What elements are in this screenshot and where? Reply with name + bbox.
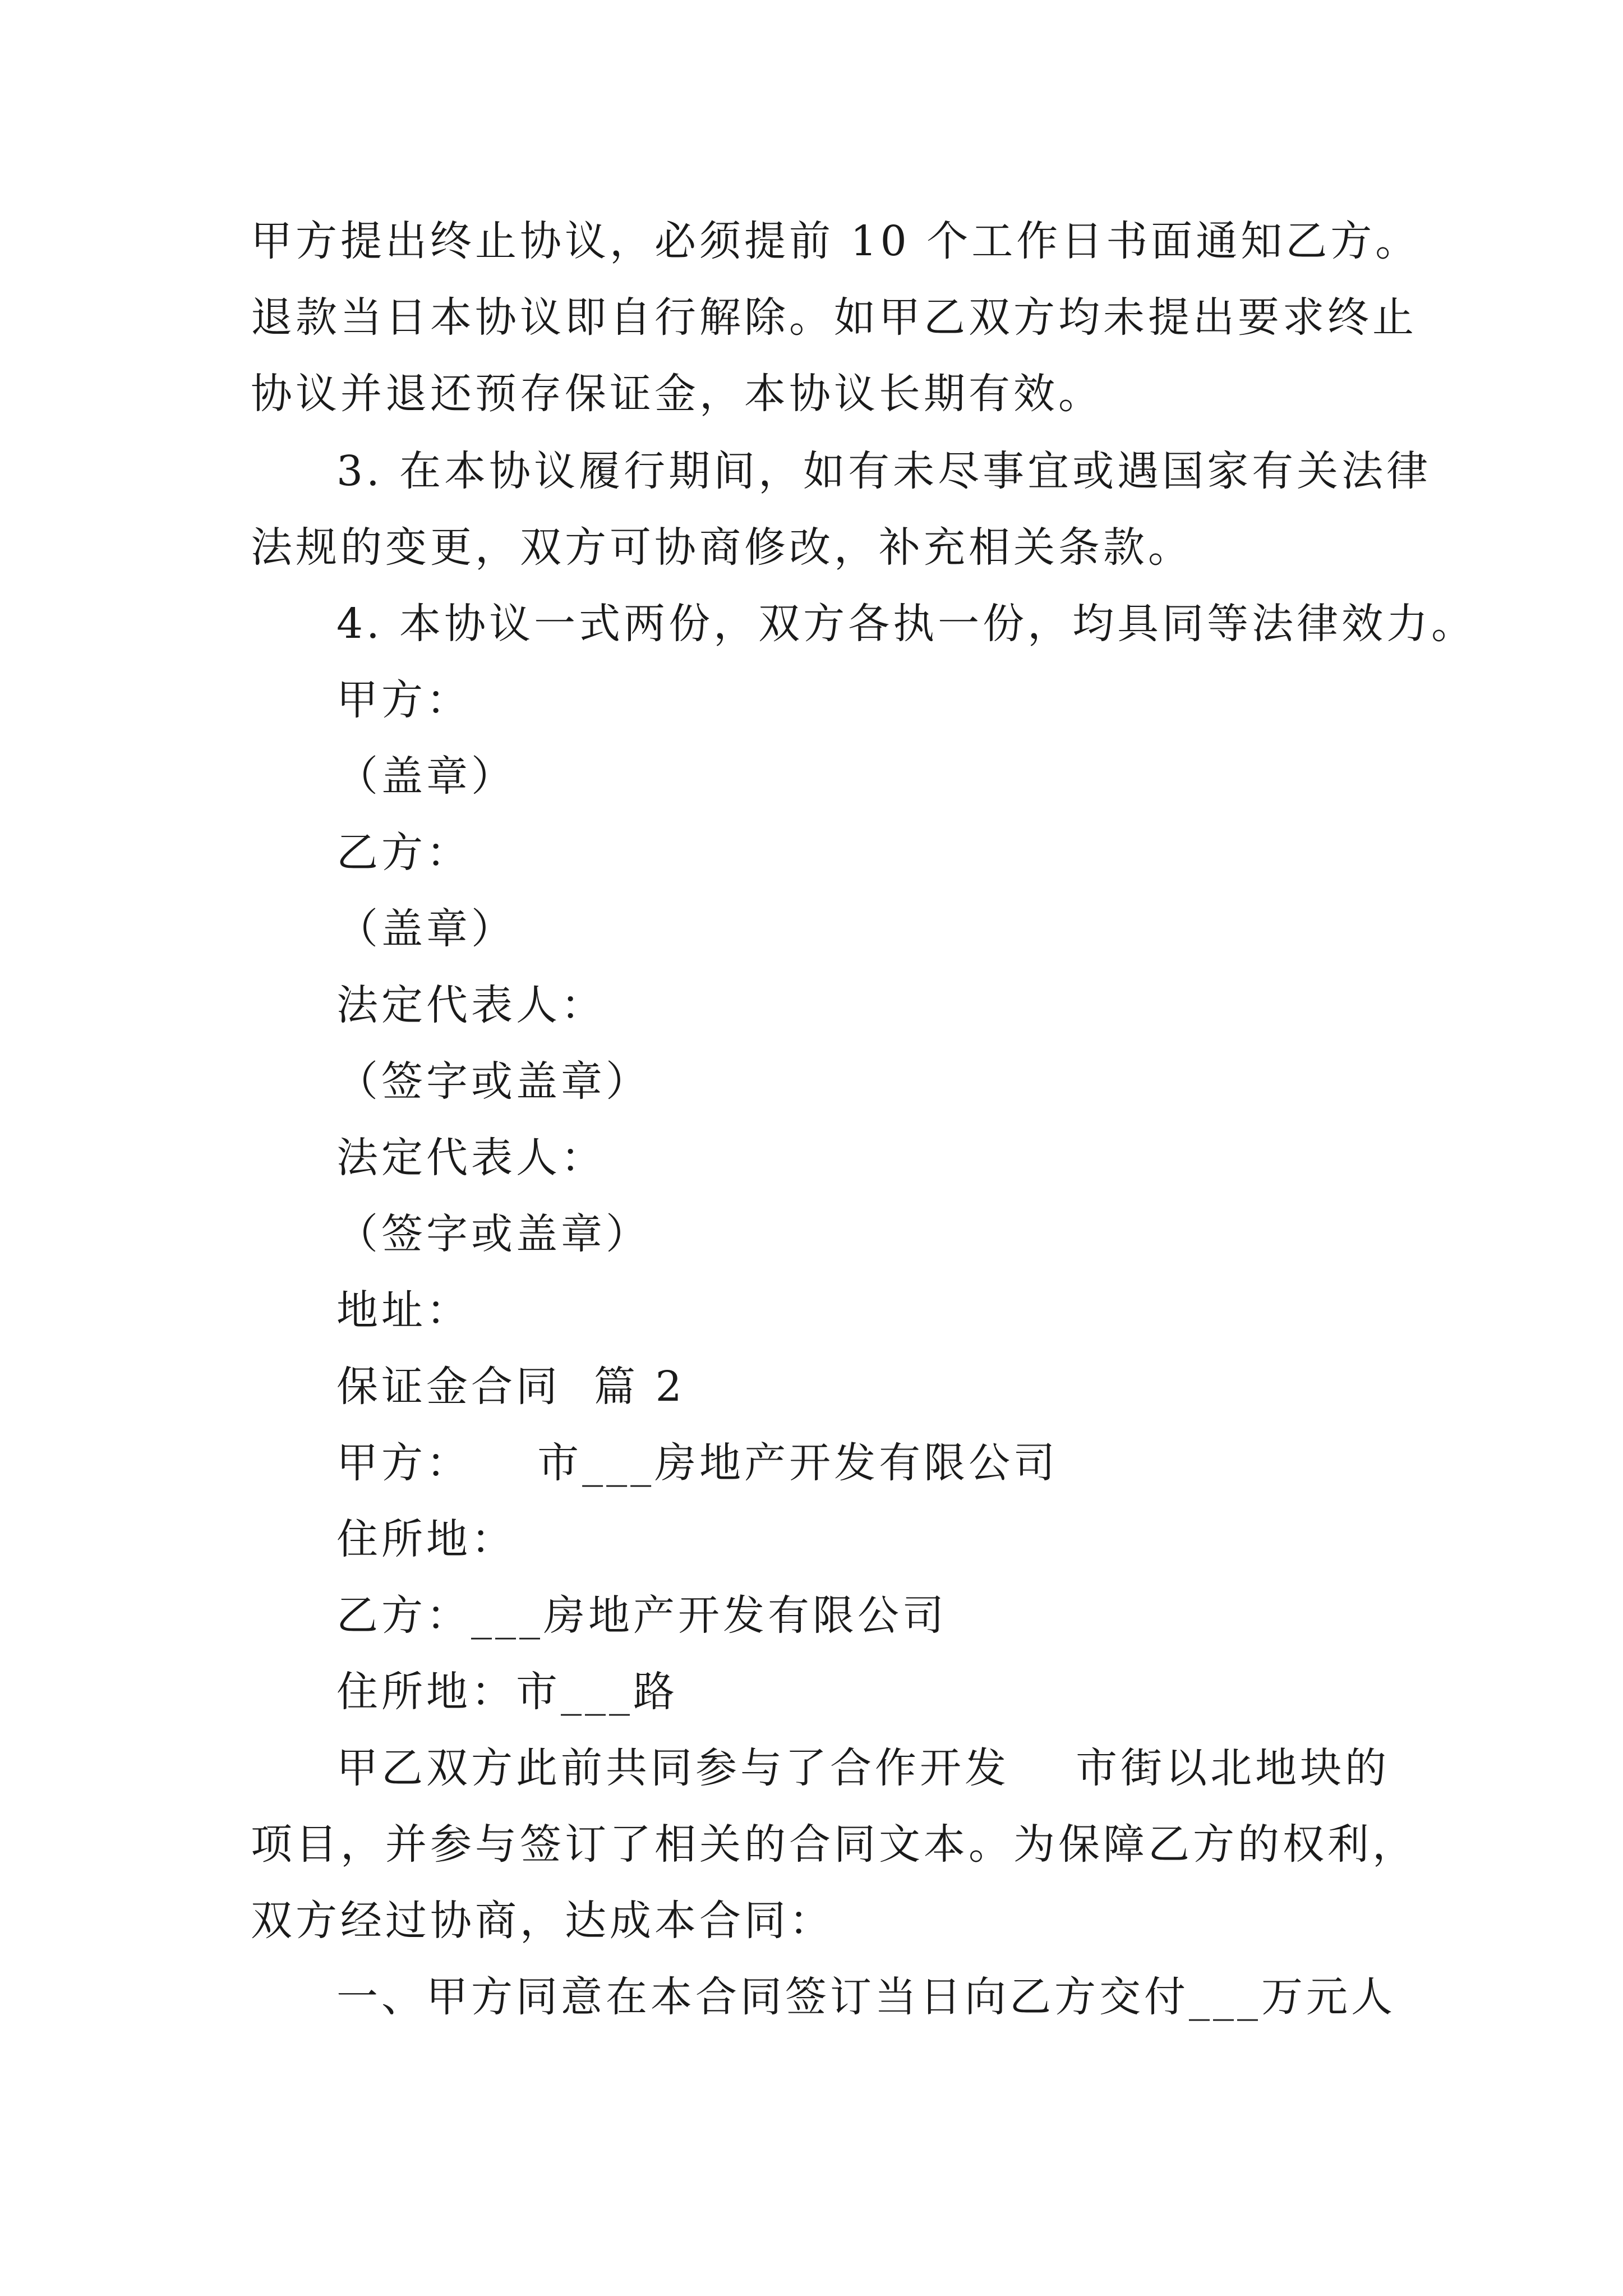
text-line: 4. 本协议一式两份，双方各执一份，均具同等法律效力。: [336, 600, 1477, 648]
signature-note: （盖章）: [336, 905, 516, 953]
section-heading: 保证金合同 篇 2: [336, 1363, 685, 1411]
party-b-address: 住所地：市___路: [336, 1668, 678, 1716]
party-a-address: 住所地：: [336, 1515, 516, 1563]
text-line: 一、甲方同意在本合同签订当日向乙方交付___万元人: [336, 1973, 1396, 2021]
signature-label: 法定代表人：: [336, 1134, 606, 1182]
text-line: 协议并退还预存保证金，本协议长期有效。: [251, 370, 1103, 418]
party-a-line: 甲方： 市___房地产开发有限公司: [336, 1439, 1059, 1487]
text-line: 退款当日本协议即自行解除。如甲乙双方均未提出要求终止: [251, 293, 1417, 342]
signature-label: 乙方：: [336, 829, 471, 877]
text-line: 法规的变更，双方可协商修改，补充相关条款。: [251, 523, 1193, 572]
text-line: 项目，并参与签订了相关的合同文本。为保障乙方的权利，: [251, 1820, 1417, 1869]
party-b-line: 乙方：___房地产开发有限公司: [336, 1591, 947, 1640]
signature-note: （签字或盖章）: [336, 1057, 651, 1106]
signature-note: （盖章）: [336, 752, 516, 800]
text-line: 双方经过协商，达成本合同：: [251, 1897, 834, 1945]
address-label: 地址：: [336, 1286, 471, 1335]
signature-note: （签字或盖章）: [336, 1210, 651, 1258]
text-line: 3. 在本协议履行期间，如有未尽事宜或遇国家有关法律: [336, 447, 1432, 495]
signature-label: 法定代表人：: [336, 981, 606, 1029]
text-line: 甲乙双方此前共同参与了合作开发 市街以北地块的: [336, 1744, 1390, 1792]
signature-label: 甲方：: [336, 676, 471, 724]
text-line: 甲方提出终止协议，必须提前 10 个工作日书面通知乙方。: [251, 217, 1421, 265]
